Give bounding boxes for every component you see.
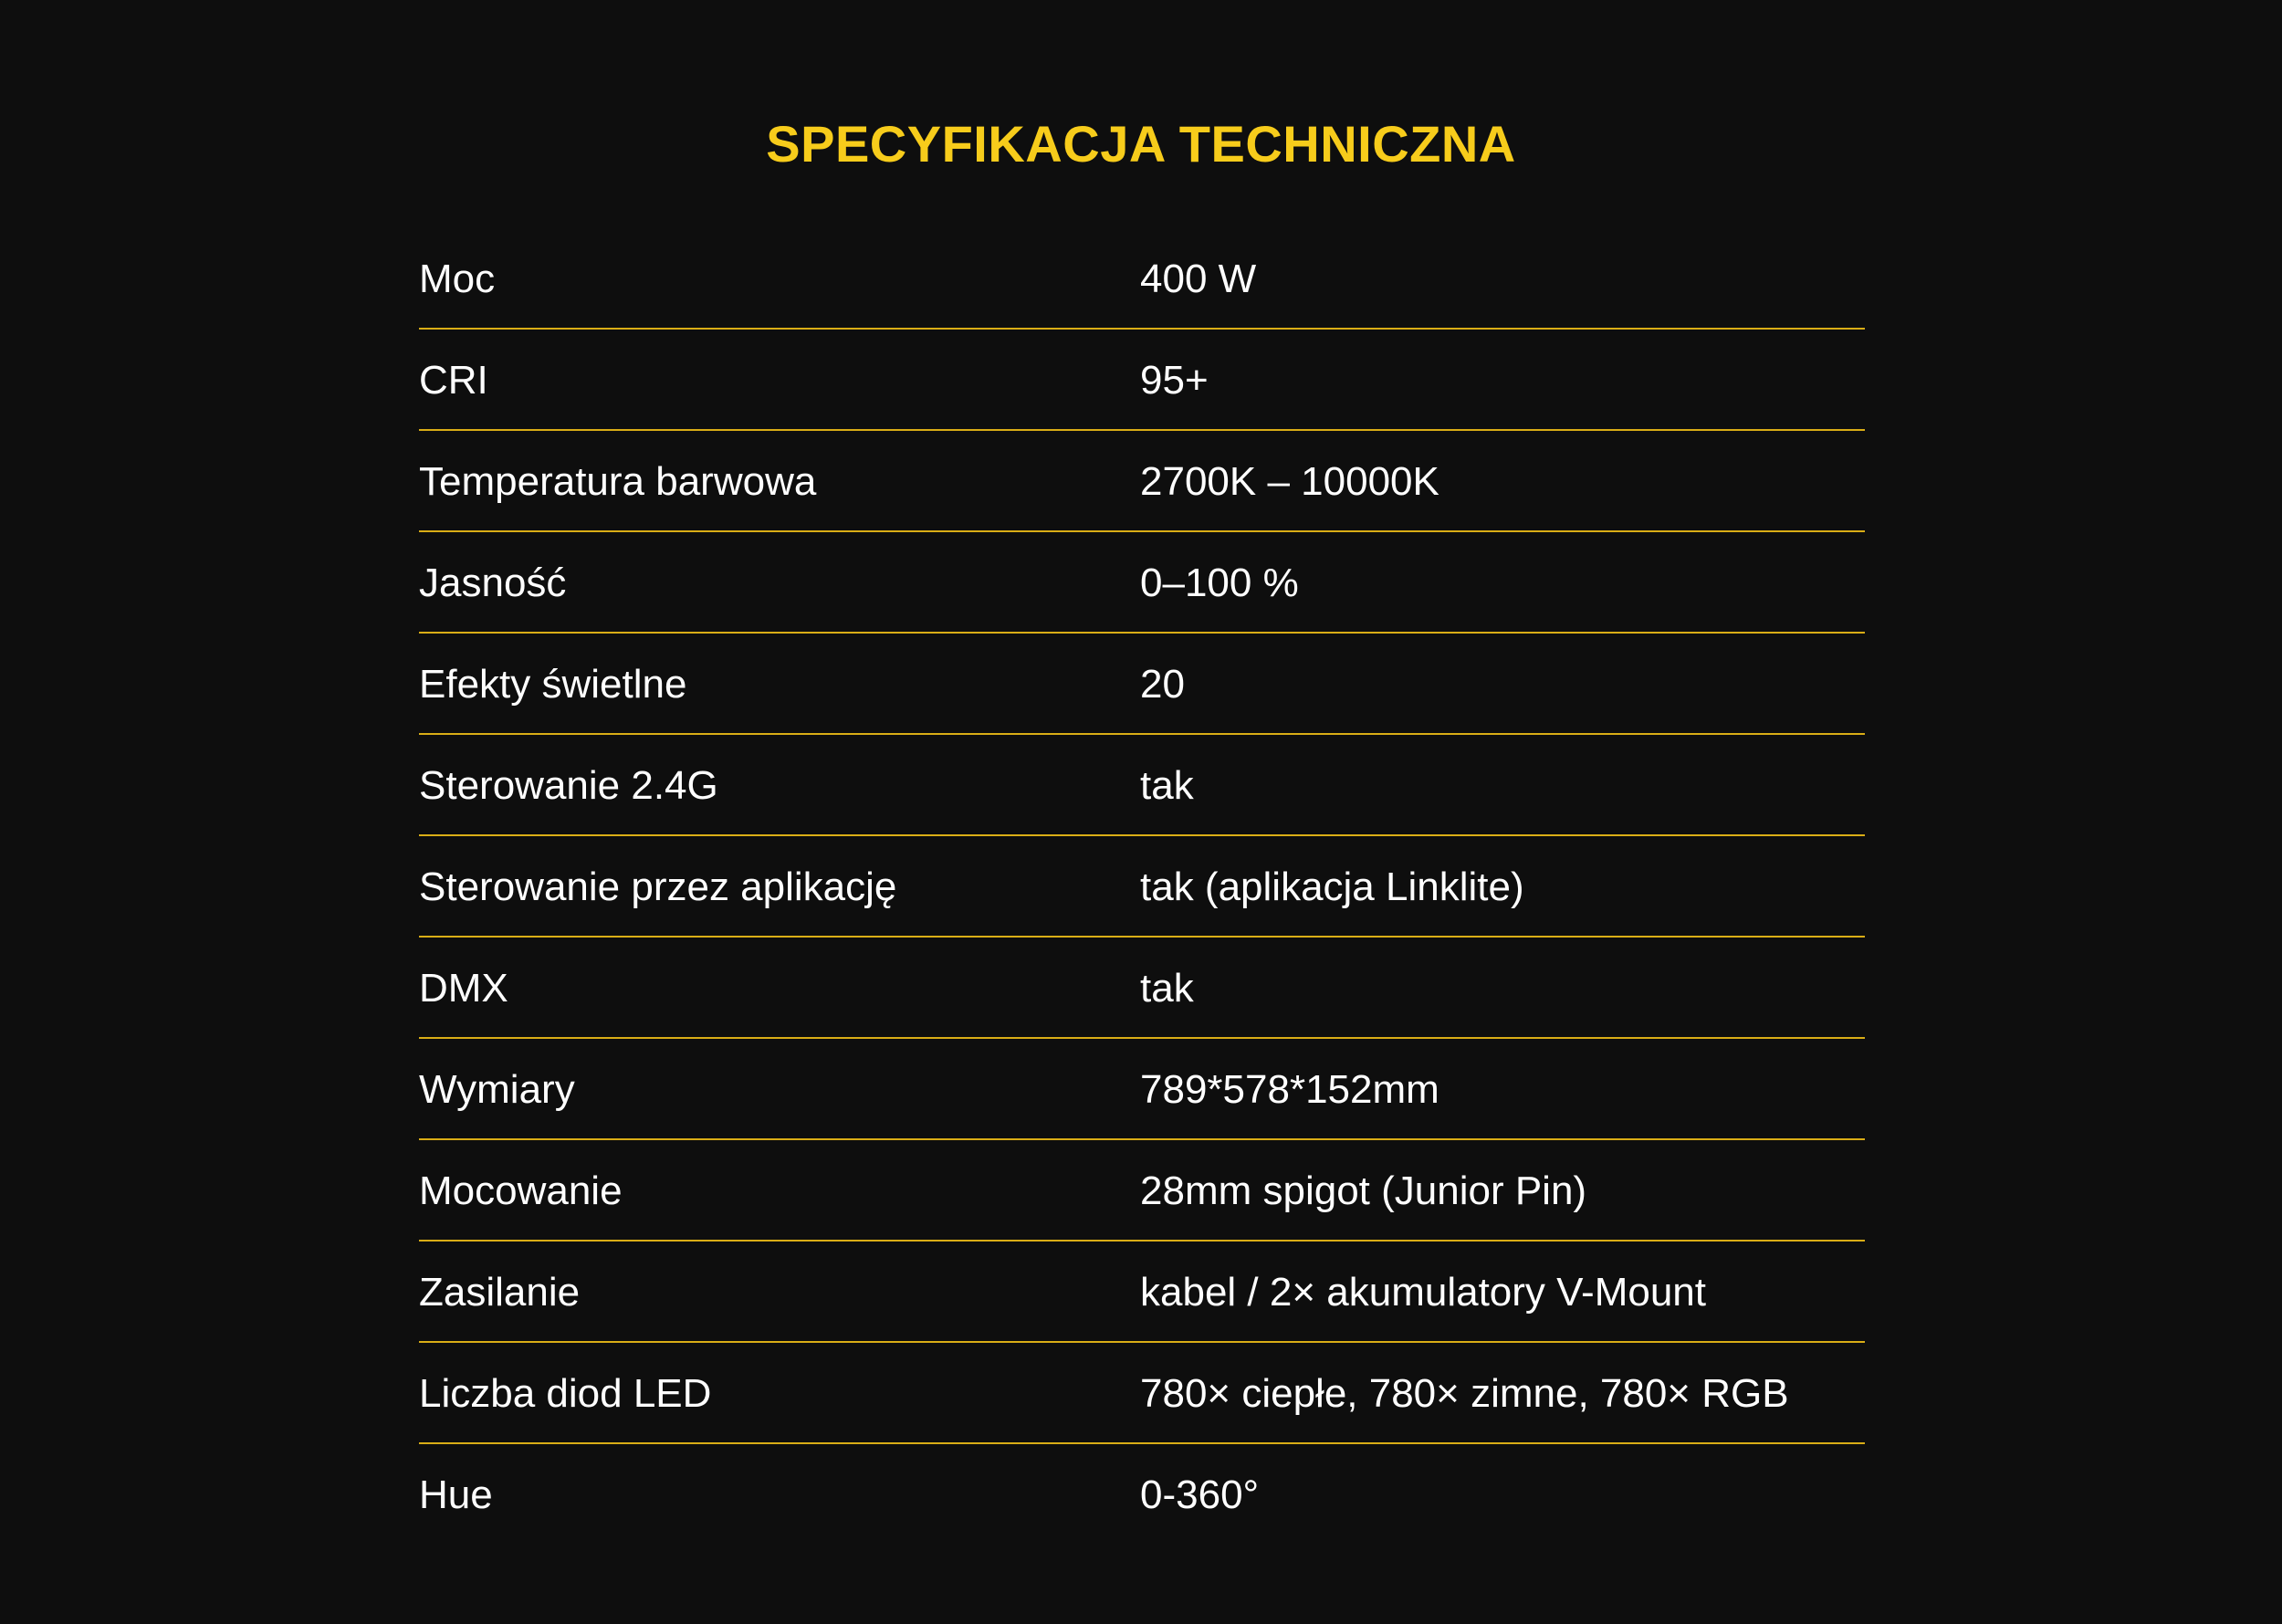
spec-value: tak [1140, 966, 1194, 1011]
page-title: SPECYFIKACJA TECHNICZNA [766, 114, 1516, 173]
spec-label: Sterowanie przez aplikację [419, 864, 897, 909]
spec-label: DMX [419, 966, 508, 1011]
spec-label: Efekty świetlne [419, 662, 687, 707]
spec-label: Temperatura barwowa [419, 459, 817, 504]
spec-value: 20 [1140, 662, 1185, 707]
spec-value: 780× ciepłe, 780× zimne, 780× RGB [1140, 1371, 1789, 1416]
spec-label: Jasność [419, 561, 567, 605]
spec-value: 2700K – 10000K [1140, 459, 1439, 504]
spec-row-sterowanie-24g [419, 735, 1865, 836]
spec-row-dmx [419, 938, 1865, 1039]
spec-row-moc [419, 228, 1865, 330]
spec-row-mocowanie [419, 1140, 1865, 1242]
spec-value: kabel / 2× akumulatory V-Mount [1140, 1270, 1706, 1315]
spec-label: Mocowanie [419, 1168, 623, 1213]
spec-label: Sterowanie 2.4G [419, 763, 718, 808]
spec-value: 0–100 % [1140, 561, 1299, 605]
spec-row-liczba-diod [419, 1343, 1865, 1444]
spec-value: 28mm spigot (Junior Pin) [1140, 1168, 1587, 1213]
spec-label: Wymiary [419, 1067, 575, 1112]
spec-row-wymiary [419, 1039, 1865, 1140]
spec-row-sterowanie-aplikacja [419, 836, 1865, 938]
spec-row-efekty [419, 634, 1865, 735]
spec-value: tak [1140, 763, 1194, 808]
spec-row-jasnosc [419, 532, 1865, 634]
spec-label: Liczba diod LED [419, 1371, 712, 1416]
spec-label: Zasilanie [419, 1270, 581, 1315]
spec-value: 400 W [1140, 257, 1257, 301]
spec-row-cri [419, 330, 1865, 431]
spec-value: 0-360° [1140, 1472, 1260, 1517]
spec-label: Hue [419, 1472, 493, 1517]
spec-row-zasilanie [419, 1242, 1865, 1343]
spec-row-temperatura [419, 431, 1865, 532]
spec-table [419, 228, 1865, 1545]
spec-row-hue [419, 1444, 1865, 1545]
spec-value: 95+ [1140, 358, 1209, 403]
spec-label: CRI [419, 358, 488, 403]
spec-label: Moc [419, 257, 496, 301]
spec-value: tak (aplikacja Linklite) [1140, 864, 1524, 909]
spec-value: 789*578*152mm [1140, 1067, 1439, 1112]
